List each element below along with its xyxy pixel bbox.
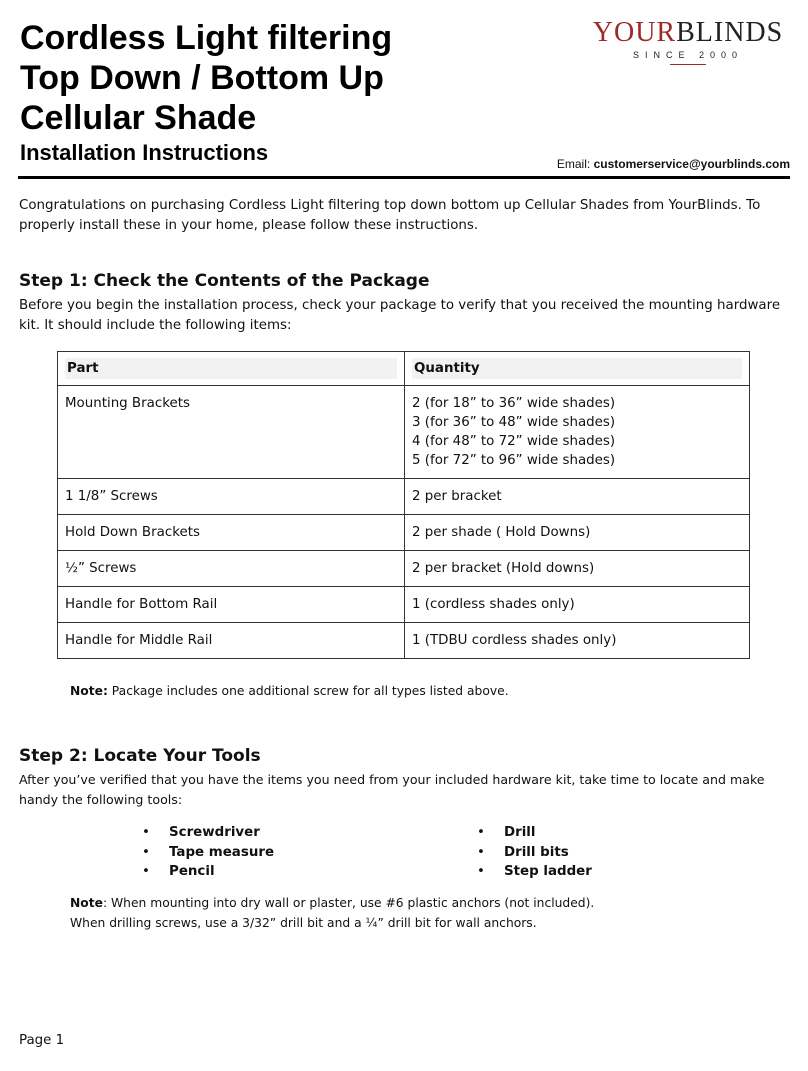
note-label: Note: bbox=[70, 684, 108, 698]
note-line-2: When drilling screws, use a 3/32” drill bit and a ¼” drill bit for wall anchors. bbox=[70, 915, 537, 930]
part-cell: Handle for Bottom Rail bbox=[58, 587, 405, 623]
tools-list-right bbox=[477, 823, 592, 882]
quantity-cell: 1 (cordless shades only) bbox=[405, 587, 750, 623]
note-text: Package includes one additional screw for all types listed above. bbox=[107, 684, 509, 698]
quantity-cell bbox=[405, 386, 750, 479]
page-number: Page 1 bbox=[19, 1033, 65, 1048]
contact-email-row bbox=[557, 157, 790, 171]
part-cell: Hold Down Brackets bbox=[58, 515, 405, 551]
email-address[interactable]: customerservice@yourblinds.com bbox=[593, 157, 790, 171]
table-row bbox=[58, 386, 750, 479]
email-label: Email: bbox=[556, 157, 591, 171]
quantity-cell: 2 per shade ( Hold Downs) bbox=[405, 515, 750, 551]
table-row bbox=[58, 587, 750, 623]
part-cell: ½” Screws bbox=[58, 551, 405, 587]
tools-list-left bbox=[142, 823, 274, 882]
title-line-1: Cordless Light filtering bbox=[20, 19, 393, 57]
table-header-row bbox=[58, 352, 750, 386]
list-item bbox=[142, 823, 274, 843]
list-item bbox=[477, 843, 592, 863]
title-line-3: Cellular Shade bbox=[20, 99, 257, 137]
logo-word-your: YOUR bbox=[592, 17, 677, 48]
part-cell: 1 1/8” Screws bbox=[58, 479, 405, 515]
quantity-cell: 2 per bracket (Hold downs) bbox=[405, 551, 750, 587]
header-quantity-label: Quantity bbox=[412, 358, 742, 379]
quantity-cell: 1 (TDBU cordless shades only) bbox=[405, 623, 750, 659]
bullet-icon: • bbox=[477, 844, 485, 860]
list-item bbox=[142, 843, 274, 863]
title-line-2: Top Down / Bottom Up bbox=[20, 59, 384, 97]
step1-note bbox=[70, 681, 509, 701]
step2-paragraph: After you’ve verified that you have the items you need from your included hardware kit, take time to locate and make handy the following tools: bbox=[19, 772, 765, 807]
quantity-cell: 2 per bracket bbox=[405, 479, 750, 515]
logo-since-text: SINCE 2000 bbox=[632, 50, 744, 60]
note-text: : When mounting into dry wall or plaster, use #6 plastic anchors (not included). bbox=[102, 896, 595, 910]
step2-note bbox=[70, 894, 594, 933]
table-row bbox=[58, 551, 750, 587]
table-row bbox=[58, 515, 750, 551]
bullet-icon: • bbox=[142, 825, 150, 840]
tool-name: Screwdriver bbox=[169, 825, 260, 840]
list-item bbox=[477, 823, 592, 843]
intro-paragraph: Congratulations on purchasing Cordless Light filtering top down bottom up Cellular Shades from YourBlinds. To properly install these in your home, please follow these instructions. bbox=[19, 198, 761, 233]
header-part bbox=[58, 352, 405, 386]
document-subtitle: Installation Instructions bbox=[20, 140, 269, 165]
bullet-icon: • bbox=[142, 844, 150, 860]
table-row bbox=[58, 479, 750, 515]
header-divider bbox=[18, 176, 790, 179]
step2-heading: Step 2: Locate Your Tools bbox=[19, 746, 261, 766]
part-cell: Mounting Brackets bbox=[58, 386, 405, 479]
logo-underline bbox=[670, 64, 706, 65]
header-quantity bbox=[405, 352, 750, 386]
logo-word-blinds: BLINDS bbox=[676, 17, 784, 48]
step1-heading: Step 1: Check the Contents of the Package bbox=[19, 271, 430, 291]
tool-name: Pencil bbox=[169, 864, 215, 879]
quantity-line: 2 (for 18” to 36” wide shades) bbox=[412, 396, 616, 411]
note-label: Note bbox=[70, 896, 103, 910]
list-item bbox=[477, 862, 592, 882]
header-part-label: Part bbox=[65, 358, 397, 379]
yourblinds-logo bbox=[586, 18, 790, 65]
bullet-icon: • bbox=[477, 825, 485, 840]
bullet-icon: • bbox=[142, 864, 150, 879]
parts-table bbox=[57, 351, 750, 659]
logo-wordmark bbox=[586, 18, 790, 48]
quantity-line: 3 (for 36” to 48” wide shades) bbox=[412, 415, 616, 430]
note-line-1 bbox=[70, 894, 594, 914]
document-title bbox=[20, 18, 540, 138]
tool-name: Drill bbox=[504, 825, 536, 840]
bullet-icon: • bbox=[477, 864, 485, 879]
step1-paragraph: Before you begin the installation process, check your package to verify that you received the mounting hardware kit. It should include the following items: bbox=[19, 298, 781, 333]
quantity-line: 4 (for 48” to 72” wide shades) bbox=[412, 434, 616, 449]
tool-name: Step ladder bbox=[504, 864, 592, 879]
list-item bbox=[142, 862, 274, 882]
part-cell: Handle for Middle Rail bbox=[58, 623, 405, 659]
table-row bbox=[58, 623, 750, 659]
tool-name: Drill bits bbox=[504, 844, 569, 860]
tool-name: Tape measure bbox=[169, 844, 275, 860]
quantity-line: 5 (for 72” to 96” wide shades) bbox=[412, 453, 616, 468]
